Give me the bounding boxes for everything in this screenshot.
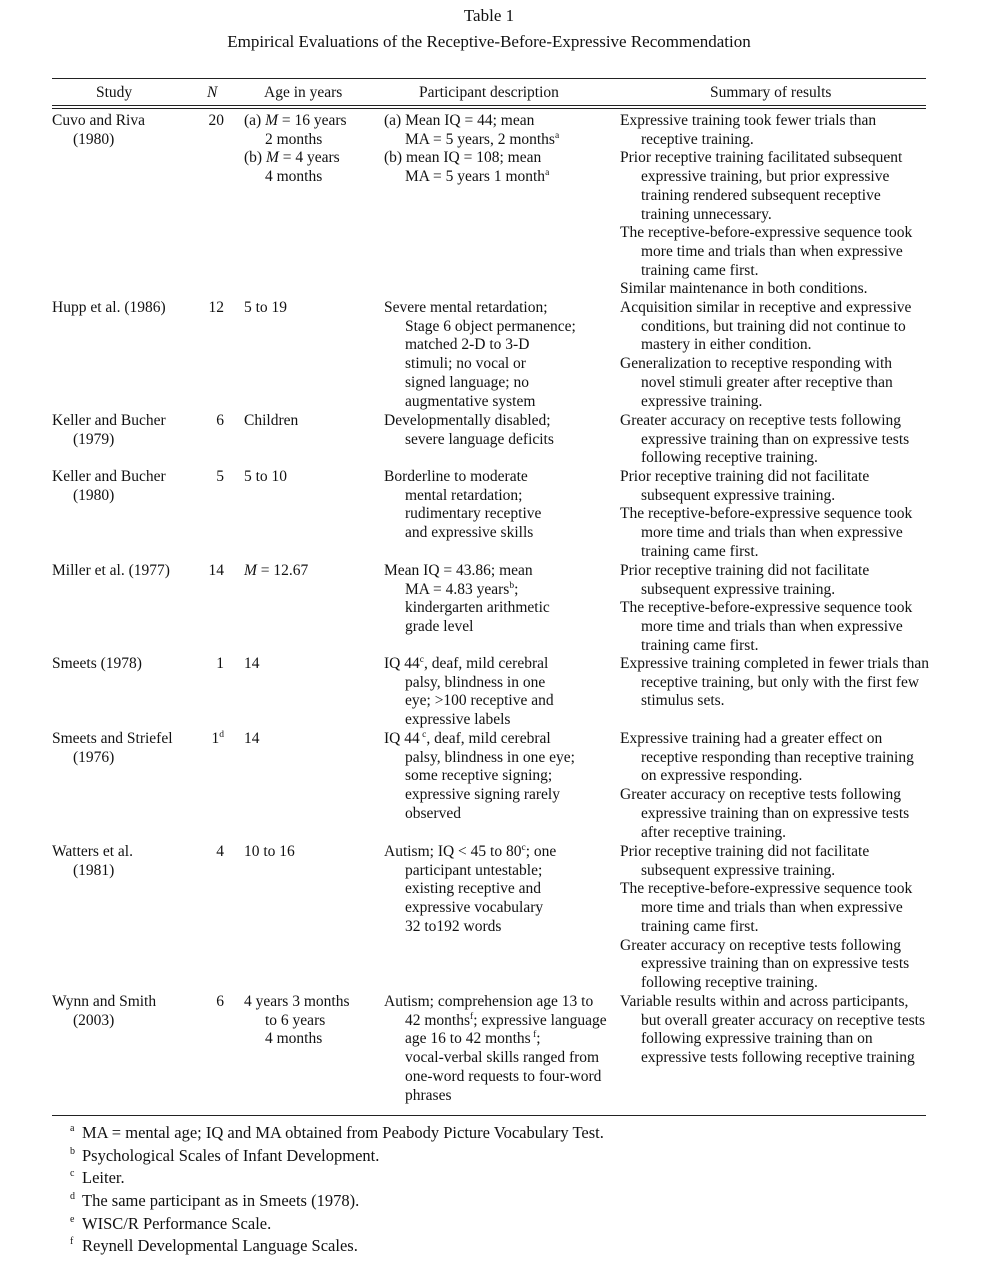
study-line: (1981) (73, 861, 115, 879)
summary-cell (620, 112, 930, 299)
study-line: (1980) (73, 130, 115, 148)
description-text: (b) mean IQ = 108; mean (384, 149, 542, 167)
footnote-mark: f (70, 1236, 74, 1248)
description-cell (384, 562, 609, 637)
n-cell (194, 468, 224, 487)
summary-cell (620, 562, 930, 656)
age-cell (244, 112, 380, 187)
summary-item: Prior receptive training did not facilitate subsequent expressive training. (620, 843, 870, 879)
description-text: signed language; no (405, 373, 529, 391)
summary-item: Greater accuracy on receptive tests following expressive training than on expressive tests following receptive training. (620, 936, 910, 991)
n-value: 20 (208, 112, 224, 129)
top-rule (52, 78, 926, 79)
study-line: Miller et al. (1977) (52, 562, 170, 579)
age-line: to 6 years (265, 1011, 326, 1029)
description-footnote-mark: c (521, 843, 526, 853)
study-line: (1976) (73, 748, 115, 766)
description-text: phrases (405, 1086, 452, 1104)
header-n: N (207, 84, 218, 101)
footnote-text: Reynell Developmental Language Scales. (82, 1236, 358, 1256)
description-line (384, 786, 609, 805)
n-value: 1 (216, 655, 224, 672)
description-text: grade level (405, 618, 474, 636)
age-cell (244, 730, 380, 749)
description-line (384, 618, 609, 637)
description-text-tail: , deaf, mild cerebral (426, 730, 551, 747)
n-footnote-mark: d (219, 730, 224, 740)
header-summary: Summary of results (710, 84, 832, 101)
age-line: Children (244, 412, 299, 429)
study-cell (52, 299, 192, 318)
summary-cell (620, 655, 930, 711)
description-line (384, 1049, 609, 1068)
footnote-text: MA = mental age; IQ and MA obtained from Peabody Picture Vocabulary Test. (82, 1123, 604, 1142)
study-cell (52, 655, 192, 674)
n-cell (194, 299, 224, 318)
description-line (384, 1030, 609, 1049)
description-text: MA = 4.83 years (405, 580, 510, 598)
n-cell (194, 730, 224, 749)
age-line: 5 to 10 (244, 468, 288, 485)
description-text: 32 to192 words (405, 917, 502, 935)
description-text-tail: ; (514, 580, 519, 598)
study-cell (52, 112, 192, 149)
summary-item: The receptive-before-expressive sequence took more time and trials than when expressive training came first. (620, 599, 913, 654)
description-text: Stage 6 object permanence; (405, 317, 576, 335)
description-line (384, 299, 609, 318)
description-cell (384, 468, 609, 543)
description-footnote-mark: b (509, 580, 515, 591)
description-text: Autism; IQ < 45 to 80 (384, 843, 522, 860)
n-cell (194, 843, 224, 862)
description-line (384, 843, 609, 862)
age-line: 4 months (265, 1030, 323, 1048)
age-line: 14 (244, 655, 260, 672)
header-rule-second (52, 108, 926, 109)
n-cell (194, 655, 224, 674)
description-text: expressive vocabulary (405, 899, 544, 917)
footnote (70, 1163, 950, 1186)
description-cell (384, 993, 609, 1105)
age-cell (244, 468, 380, 487)
description-line (384, 131, 609, 150)
description-text: IQ 44 (384, 655, 420, 672)
description-text: severe language deficits (405, 430, 554, 448)
description-line (384, 374, 609, 393)
description-line (384, 993, 609, 1012)
age-cell (244, 993, 380, 1049)
description-text: vocal-verbal skills ranged from (405, 1049, 600, 1067)
description-line (384, 674, 609, 693)
footnote-mark: b (70, 1145, 75, 1157)
footnote-text: Leiter. (82, 1168, 125, 1188)
description-line (384, 112, 609, 131)
summary-item: Expressive training completed in fewer trials than receptive training, but only with the first few stimulus sets. (620, 655, 930, 710)
description-text: IQ 44 (384, 730, 420, 747)
study-line: Watters et al. (52, 843, 133, 860)
study-line: Hupp et al. (1986) (52, 299, 166, 316)
header-description: Participant description (419, 84, 559, 101)
description-text: some receptive signing; (405, 767, 553, 785)
summary-cell (620, 993, 930, 1068)
age-line: 4 years 3 months (244, 993, 350, 1010)
description-line (384, 880, 609, 899)
description-cell (384, 299, 609, 411)
footnote (70, 1209, 950, 1232)
n-value: 1 (211, 730, 220, 747)
description-text: palsy, blindness in one (405, 673, 546, 691)
description-text: (a) Mean IQ = 44; mean (384, 112, 535, 129)
n-value: 5 (216, 468, 224, 485)
age-line: 10 to 16 (244, 843, 295, 860)
description-cell (384, 112, 609, 187)
summary-item: Expressive training took fewer trials than receptive training. (620, 112, 877, 148)
study-cell (52, 468, 192, 505)
description-text: existing receptive and (405, 880, 542, 898)
age-cell (244, 843, 380, 862)
bottom-rule (52, 1115, 926, 1116)
n-cell (194, 562, 224, 581)
n-cell (194, 112, 224, 131)
summary-cell (620, 412, 930, 468)
description-line (384, 355, 609, 374)
description-text: age 16 to 42 months (405, 1030, 531, 1048)
study-line: Keller and Bucher (52, 412, 166, 429)
summary-item: The receptive-before-expressive sequence took more time and trials than when expressive training came first. (620, 224, 913, 279)
footnote (70, 1231, 950, 1254)
description-line (384, 468, 609, 487)
summary-item: Prior receptive training facilitated subsequent expressive training, but prior expressive training rendered subsequent receptive training unnecessary. (620, 149, 903, 223)
summary-item: Prior receptive training did not facilitate subsequent expressive training. (620, 562, 870, 598)
footnote-mark: e (70, 1213, 75, 1225)
table-number: Table 1 (463, 6, 515, 25)
description-line (384, 599, 609, 618)
description-text: expressive labels (405, 711, 511, 729)
description-text: Borderline to moderate (384, 468, 528, 485)
description-text: one-word requests to four-word (405, 1067, 602, 1085)
description-footnote-mark: a (545, 168, 550, 179)
description-text: matched 2-D to 3-D (405, 336, 530, 354)
description-cell (384, 730, 609, 824)
description-line (384, 692, 609, 711)
footnote-text: The same participant as in Smeets (1978). (82, 1191, 360, 1211)
age-cell (244, 655, 380, 674)
description-line (384, 1068, 609, 1087)
description-text: participant untestable; (405, 861, 543, 879)
description-line (384, 862, 609, 881)
age-line: M = 12.67 (244, 562, 309, 579)
description-line (384, 487, 609, 506)
summary-item: Prior receptive training did not facilitate subsequent expressive training. (620, 468, 870, 504)
study-line: (1979) (73, 430, 115, 448)
description-line (384, 655, 609, 674)
description-cell (384, 412, 609, 449)
description-text-tail: ; (536, 1030, 541, 1048)
age-line: (a) M = 16 years (244, 112, 347, 129)
header-rule (52, 105, 926, 106)
description-line (384, 431, 609, 450)
description-line (384, 505, 609, 524)
description-footnote-mark: f (530, 1030, 537, 1041)
summary-cell (620, 299, 930, 411)
age-line: 5 to 19 (244, 299, 288, 316)
footnote-mark: a (70, 1123, 75, 1134)
description-text: rudimentary receptive (405, 505, 542, 523)
description-text: 42 months (405, 1011, 471, 1029)
footnote (70, 1118, 950, 1141)
footnote (70, 1141, 950, 1164)
description-line (384, 767, 609, 786)
description-line (384, 918, 609, 937)
header-study: Study (96, 84, 133, 101)
summary-item: Expressive training had a greater effect on receptive responding than receptive training on expressive responding. (620, 730, 914, 785)
study-cell (52, 843, 192, 880)
description-text: kindergarten arithmetic (405, 599, 550, 617)
description-text-tail: ; one (525, 843, 557, 860)
n-value: 6 (216, 412, 224, 429)
description-text: Autism; comprehension age 13 to (384, 993, 594, 1010)
study-line: Wynn and Smith (52, 993, 157, 1010)
footnote-text: Psychological Scales of Infant Development. (82, 1145, 380, 1165)
description-text: Mean IQ = 43.86; mean (384, 562, 533, 579)
study-line: Keller and Bucher (52, 468, 166, 485)
study-line: (1980) (73, 486, 115, 504)
study-line: Smeets (1978) (52, 655, 142, 672)
study-cell (52, 993, 192, 1030)
study-cell (52, 562, 192, 581)
header-age: Age in years (264, 84, 343, 101)
description-footnote-mark: c (419, 655, 424, 665)
description-text: MA = 5 years 1 month (405, 168, 546, 186)
description-cell (384, 655, 609, 730)
age-line: 2 months (265, 130, 323, 148)
description-line (384, 149, 609, 168)
summary-item: Greater accuracy on receptive tests following expressive training than on expressive tests following receptive training. (620, 412, 910, 467)
summary-item: The receptive-before-expressive sequence took more time and trials than when expressive training came first. (620, 880, 913, 935)
age-cell (244, 412, 380, 431)
table-title: Empirical Evaluations of the Receptive-Before-Expressive Recommendation (227, 32, 751, 51)
n-value: 14 (208, 562, 224, 579)
description-text: palsy, blindness in one eye; (405, 748, 575, 766)
study-line: Smeets and Striefel (52, 730, 173, 747)
study-cell (52, 412, 192, 449)
footnote-mark: c (70, 1168, 75, 1180)
footnote-mark: d (70, 1191, 75, 1203)
summary-item: Greater accuracy on receptive tests following expressive training than on expressive tests after receptive training. (620, 786, 910, 841)
description-text: Severe mental retardation; (384, 299, 548, 316)
summary-cell (620, 730, 930, 842)
description-line (384, 393, 609, 412)
study-line: Cuvo and Riva (52, 112, 145, 129)
description-text-tail: , deaf, mild cerebral (423, 655, 549, 672)
description-text: MA = 5 years, 2 months (405, 130, 555, 148)
n-value: 12 (208, 299, 224, 316)
description-text: and expressive skills (405, 524, 534, 542)
description-footnote-mark: a (554, 130, 560, 141)
n-value: 6 (216, 993, 224, 1010)
description-text: observed (405, 804, 461, 822)
summary-item: Generalization to receptive responding with novel stimuli greater after receptive than expressive training. (620, 355, 893, 410)
footnotes (70, 1118, 950, 1254)
age-line: 14 (244, 730, 260, 747)
description-line (384, 318, 609, 337)
footnote (70, 1186, 950, 1209)
description-line (384, 1012, 609, 1031)
n-cell (194, 412, 224, 431)
study-cell (52, 730, 192, 767)
footnote-text: WISC/R Performance Scale. (82, 1213, 272, 1233)
study-line: (2003) (73, 1011, 115, 1029)
description-line (384, 1087, 609, 1106)
description-line (384, 749, 609, 768)
description-line (384, 711, 609, 730)
description-footnote-mark: c (419, 730, 427, 740)
description-text: mental retardation; (405, 486, 523, 504)
description-line (384, 562, 609, 581)
description-text: augmentative system (405, 392, 536, 410)
n-cell (194, 993, 224, 1012)
age-line: 4 months (265, 168, 323, 186)
description-text: Developmentally disabled; (384, 412, 551, 429)
description-line (384, 168, 609, 187)
description-cell (384, 843, 609, 937)
n-value: 4 (216, 843, 224, 860)
age-cell (244, 299, 380, 318)
description-line (384, 805, 609, 824)
description-text-tail: ; expressive language (473, 1011, 607, 1029)
description-line (384, 581, 609, 600)
description-line (384, 336, 609, 355)
summary-item: The receptive-before-expressive sequence took more time and trials than when expressive training came first. (620, 505, 913, 560)
summary-item: Variable results within and across participants, but overall greater accuracy on receptive tests following expressive training than on expressive tests following receptive training (620, 993, 926, 1067)
description-line (384, 524, 609, 543)
age-line: (b) M = 4 years (244, 149, 340, 167)
description-line (384, 730, 609, 749)
description-footnote-mark: f (470, 1011, 474, 1022)
description-line (384, 899, 609, 918)
description-text: eye; >100 receptive and (405, 692, 554, 710)
description-line (384, 412, 609, 431)
summary-cell (620, 843, 930, 993)
summary-item: Similar maintenance in both conditions. (620, 280, 868, 298)
description-text: stimuli; no vocal or (405, 355, 526, 373)
age-cell (244, 562, 380, 581)
summary-cell (620, 468, 930, 562)
description-text: expressive signing rarely (405, 786, 560, 804)
summary-item: Acquisition similar in receptive and expressive conditions, but training did not continue to mastery in either condition. (620, 299, 912, 354)
